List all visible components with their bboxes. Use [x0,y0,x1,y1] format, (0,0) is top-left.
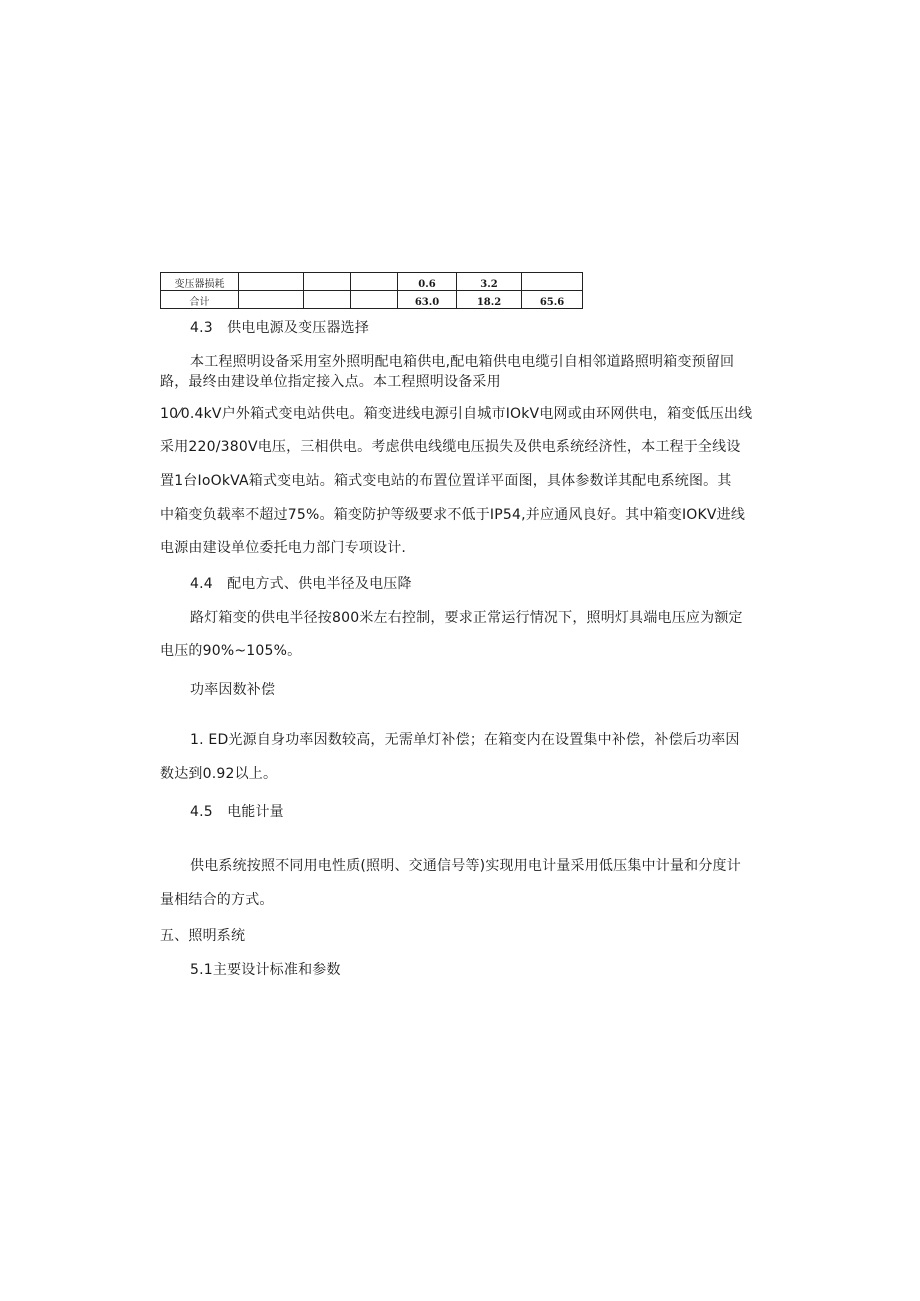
table-row [161,291,583,309]
table-cell [304,291,351,309]
paragraph-line: 采用220/380V电压，三相供电。考虑供电线缆电压损失及供电系统经济性，本工程于全线设 [160,439,741,455]
paragraph-line: 量相结合的方式。 [160,892,274,908]
paragraph-line: 电源由建设单位委托电力部门专项设计. [160,540,407,556]
subheading-power-factor: 功率因数补偿 [190,682,276,698]
table-cell [351,291,398,309]
table-cell: 3.2 [457,273,522,291]
table-cell: 18.2 [457,291,522,309]
section-heading-4-5: 4.5 电能计量 [190,804,284,820]
table-cell: 0.6 [398,273,457,291]
paragraph-line: 10⁄0.4kV户外箱式变电站供电。箱变进线电源引自城市IOkV电网或由环网供电，箱变低压出线 [160,406,753,422]
paragraph-line: 电压的90%~105%。 [160,643,302,659]
section-heading-5: 五、照明系统 [160,928,246,944]
section-heading-4-3: 4.3 供电电源及变压器选择 [190,320,370,336]
loss-table [160,272,583,309]
paragraph-line: 本工程照明设备采用室外照明配电箱供电,配电箱供电电缆引自相邻道路照明箱变预留回 [190,354,735,370]
table-cell [239,273,304,291]
paragraph-line: 1. ED光源自身功率因数较高，无需单灯补偿；在箱变内在设置集中补偿，补偿后功率因 [190,732,740,748]
table-cell [351,273,398,291]
table-cell [522,273,583,291]
paragraph-line: 供电系统按照不同用电性质(照明、交通信号等)实现用电计量采用低压集中计量和分度计 [190,858,741,874]
table-cell: 合计 [161,291,239,309]
table-cell: 65.6 [522,291,583,309]
paragraph-line: 路灯箱变的供电半径按800米左右控制，要求正常运行情况下，照明灯具端电压应为额定 [190,610,743,626]
paragraph-line: 路，最终由建设单位指定接入点。本工程照明设备采用 [160,374,501,390]
table-cell [304,273,351,291]
paragraph-line: 数达到0.92以上。 [160,766,278,782]
table-cell: 变压器损耗 [161,273,239,291]
paragraph-line: 中箱变负载率不超过75%。箱变防护等级要求不低于IP54,并应通风良好。其中箱变IOKV进线 [160,507,746,523]
section-heading-4-4: 4.4 配电方式、供电半径及电压降 [190,576,412,592]
paragraph-line: 置1台IoOkVA箱式变电站。箱式变电站的布置位置详平面图，具体参数详其配电系统图。其 [160,473,732,489]
table-cell [239,291,304,309]
table-cell: 63.0 [398,291,457,309]
table-row [161,273,583,291]
section-heading-5-1: 5.1主要设计标准和参数 [190,962,341,978]
